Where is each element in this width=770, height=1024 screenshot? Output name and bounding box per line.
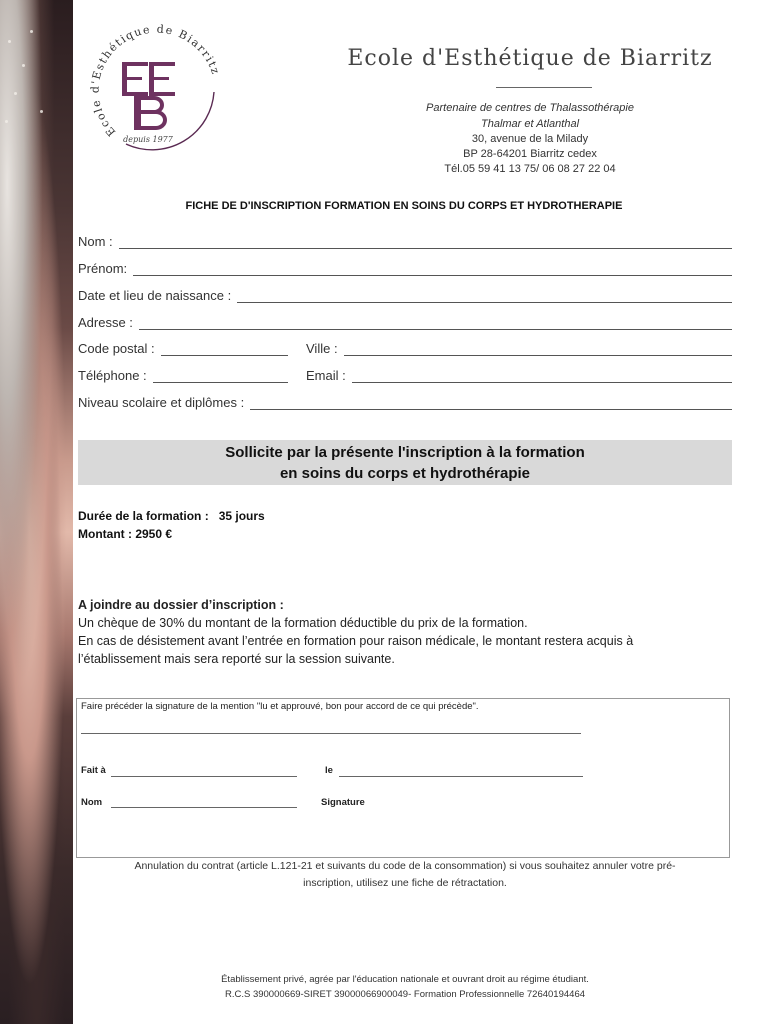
mention-line[interactable] <box>81 733 581 734</box>
field-nom-label: Nom : <box>78 234 113 249</box>
attachments-heading: A joindre au dossier d’inscription : <box>78 598 284 612</box>
signature-box <box>76 698 730 858</box>
side-photo <box>0 0 73 1024</box>
attachments-section <box>78 596 738 668</box>
field-telephone-label: Téléphone : <box>78 368 147 383</box>
phone-line: Tél.05 59 41 13 75/ 06 08 27 22 04 <box>444 163 616 175</box>
field-code-postal[interactable] <box>78 341 288 356</box>
field-niveau-label: Niveau scolaire et diplômes : <box>78 395 245 410</box>
field-prenom[interactable] <box>78 261 732 276</box>
address-block <box>300 132 760 177</box>
partner-info <box>300 100 760 132</box>
footer-line2: R.C.S 390000669-SIRET 39000066900049- Formation Professionnelle 72640194464 <box>224 989 586 1000</box>
field-naissance[interactable] <box>78 288 732 303</box>
field-code-postal-label: Code postal : <box>78 341 155 356</box>
duration-label: Durée de la formation : <box>78 509 209 523</box>
form-title: FICHE DE D'INSCRIPTION FORMATION EN SOINS DU CORPS ET HYDROTHERAPIE <box>185 200 623 212</box>
logo-since: depuis 1977 <box>123 135 173 144</box>
partner-line2: Thalmar et Atlanthal <box>480 118 580 130</box>
field-nom[interactable] <box>78 234 732 249</box>
field-telephone[interactable] <box>78 368 288 383</box>
field-naissance-label: Date et lieu de naissance : <box>78 288 232 303</box>
school-name: Ecole d'Esthétique de Biarritz <box>347 46 713 71</box>
svg-text:Ecole d'Esthétique de Biarritz <box>89 22 223 138</box>
nom-label: Nom <box>81 797 103 808</box>
field-ville-label: Ville : <box>306 341 338 356</box>
attachments-line3: l’établissement mais sera reporté sur la session suivante. <box>78 652 395 666</box>
field-niveau[interactable] <box>78 395 732 410</box>
field-email[interactable] <box>306 368 732 383</box>
banner-line1: Sollicite par la présente l'inscription à la formation <box>225 443 585 461</box>
field-code-postal-line[interactable] <box>161 342 288 356</box>
logo-arc-text: Ecole d'Esthétique de Biarritz <box>88 22 223 139</box>
footer <box>78 972 732 1002</box>
field-ville[interactable] <box>306 341 732 356</box>
field-adresse-label: Adresse : <box>78 315 133 330</box>
attachments-line2: En cas de désistement avant l’entrée en formation pour raison médicale, le montant restera acquis à <box>78 634 634 648</box>
fait-a-line[interactable] <box>111 776 297 777</box>
field-ville-line[interactable] <box>344 342 732 356</box>
partner-line1: Partenaire de centres de Thalassothérapie <box>426 102 634 114</box>
field-prenom-line[interactable] <box>133 262 732 276</box>
date-line[interactable] <box>339 776 583 777</box>
request-banner <box>78 440 732 485</box>
header-divider <box>496 87 592 88</box>
fait-a-label: Fait à <box>81 765 106 776</box>
field-adresse[interactable] <box>78 315 732 330</box>
field-prenom-label: Prénom: <box>78 261 128 276</box>
logo-monogram <box>122 62 175 128</box>
school-logo <box>86 22 226 162</box>
signature-mention: Faire précéder la signature de la mention "lu et approuvé, bon pour accord de ce qui précède". <box>81 701 479 712</box>
field-telephone-line[interactable] <box>153 369 288 383</box>
field-nom-line[interactable] <box>119 235 732 249</box>
nom-line[interactable] <box>111 807 297 808</box>
field-adresse-line[interactable] <box>139 316 732 330</box>
footer-line1: Établissement privé, agrée par l'éducation nationale et ouvrant droit au régime étudiant. <box>221 974 589 985</box>
field-email-line[interactable] <box>352 369 732 383</box>
banner-line2: en soins du corps et hydrothérapie <box>279 464 531 482</box>
cancellation-line1: Annulation du contrat (article L.121-21 et suivants du code de la consommation) si vous souhaitez annuler votre pré- <box>134 860 676 872</box>
price: Montant : 2950 € <box>78 527 173 541</box>
signature-label: Signature <box>321 797 365 808</box>
date-label: le <box>325 765 333 776</box>
attachments-line1: Un chèque de 30% du montant de la formation déductible du prix de la formation. <box>78 616 528 630</box>
field-niveau-line[interactable] <box>250 396 732 410</box>
cancellation-note <box>78 858 732 892</box>
field-naissance-line[interactable] <box>237 289 732 303</box>
address-line2: BP 28-64201 Biarritz cedex <box>463 148 597 160</box>
cancellation-line2: inscription, utilisez une fiche de rétractation. <box>303 877 507 889</box>
formation-details <box>78 507 265 543</box>
address-line1: 30, avenue de la Milady <box>471 133 589 145</box>
duration-value: 35 jours <box>218 509 265 523</box>
field-email-label: Email : <box>306 368 346 383</box>
